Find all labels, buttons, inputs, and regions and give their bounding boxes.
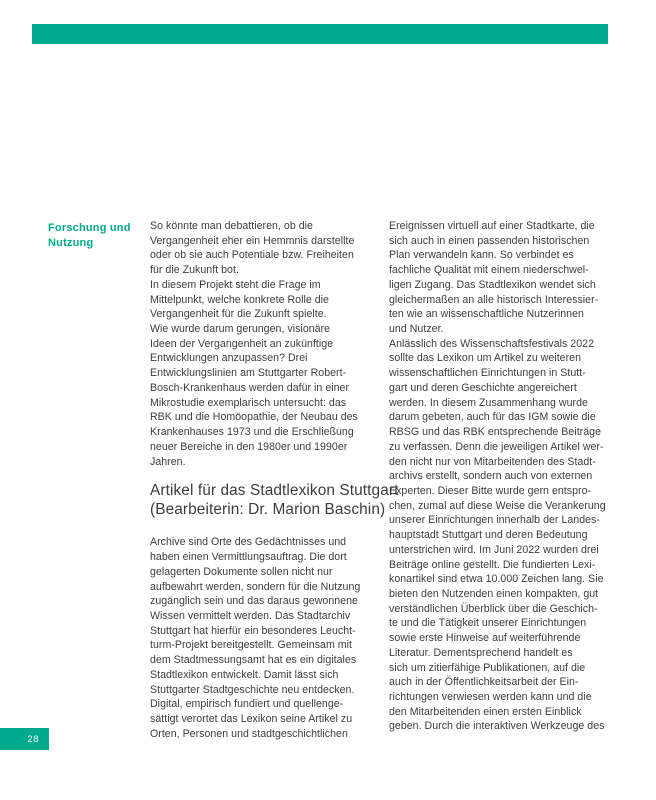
page-number: 28 [27,733,39,745]
text-line: oder ob sie auch Potentiale bzw. Freiheiten [150,249,354,262]
text-line: gelagerten Dokumente sollen nicht nur [150,565,333,578]
text-line: gleichermaßen an alle historisch Interessier- [389,293,599,306]
text-line: zu verfassen. Denn die jeweiligen Artikel wer- [389,440,604,453]
text-line: dem Stadtmessungsamt hat es ein digitales [150,654,357,667]
text-line: Jahren. [150,455,186,468]
text-line: Vergangenheit eher ein Hemmnis darstellte [150,234,355,247]
text-line: archivs erstellt, sondern auch von externen [389,470,593,483]
text-line: ten wie an wissenschaftliche Nutzerinnen [389,308,584,321]
text-line: Forschung und [48,222,131,234]
section-margin-label [48,221,131,251]
text-line: Mittelpunkt, welche konkrete Rolle die [150,293,329,306]
text-line: Mikrostudie exemplarisch untersucht: das [150,396,347,409]
text-line: sich auch in einen passenden historischen [389,234,590,247]
text-line: RBK und die Homöopathie, der Neubau des [150,411,358,424]
text-line: Stuttgarter Stadtgeschichte neu entdecken. [150,683,355,696]
text-line: Artikel für das Stadtlexikon Stuttgart [150,482,399,500]
text-line: wissenschaftlichen Einrichtungen in Stutt- [389,367,586,380]
text-line: für die Zukunft bot. [150,264,239,277]
text-line: Anlässlich des Wissenschaftsfestivals 2022 [389,337,594,350]
text-line: zugänglich sein und das daraus gewonnene [150,595,358,608]
paragraph-project-debate [150,219,368,469]
text-line: ligen Zugang. Das Stadtlexikon wendet sich [389,278,596,291]
text-line: geben. Durch die interaktiven Werkzeuge des [389,720,605,733]
text-line: sowie erste Hinweise auf weiterführende [389,632,581,645]
text-line: darum gebeten, auch für das IGM sowie die [389,411,596,424]
text-line: Krankenhauses 1973 und die Erschließung [150,426,354,439]
text-line: Orten, Personen und stadtgeschichtlichen [150,727,348,740]
text-line: Archive sind Orte des Gedächtnisses und [150,536,347,549]
text-line: Plan verwandeln kann. So verbindet es [389,249,574,262]
text-line: unterstrichen wird. Im Juni 2022 wurden drei [389,543,599,556]
text-line: So könnte man debattieren, ob die [150,220,313,232]
text-line: te und die Tätigkeit unserer Einrichtungen [389,617,587,630]
text-line: Literatur. Dementsprechend handelt es [389,646,573,659]
text-line: bieten den Nutzenden einen kompakten, gut [389,587,599,600]
text-line: richtungen verwiesen werden kann und die [389,691,592,703]
text-column-left [150,219,399,741]
text-line: Entwicklungslinien am Stuttgarter Robert- [150,367,347,380]
text-line: haben einen Vermittlungsauftrag. Die dort [150,551,347,564]
text-line: hauptstadt Stuttgart und deren Bedeutung [389,529,588,542]
text-line: turm-Projekt bereitgestellt. Gemeinsam mit [150,639,353,652]
text-line: Beiträge online gestellt. Die fundierten Lexi- [389,558,596,571]
text-line: Ideen der Vergangenheit an zukünftige [150,337,334,350]
section-heading-stadtlexikon [150,482,399,519]
text-line: Stadtlexikon entwickelt. Damit lässt sich [150,668,339,681]
text-column-right [389,219,615,734]
text-line: chen, zumal auf diese Weise die Verankerung [389,499,606,512]
text-line: und Nutzer. [389,323,444,336]
text-line: Wissen vermittelt werden. Das Stadtarchiv [150,610,351,622]
text-line: sich um zitierfähige Publikationen, auf die [389,661,586,674]
text-line: Experten. Dieser Bitte wurde gern entspro- [389,484,592,497]
text-line: konartikel sind etwa 10.000 Zeichen lang. Sie [389,573,604,586]
top-green-bar [32,24,608,44]
text-line: Ereignissen virtuell auf einer Stadtkarte, die [389,220,595,232]
text-line: auch in der Öffentlichkeitsarbeit der Ein- [389,676,579,689]
paragraph-stadtlexikon-continued [389,219,615,734]
text-line: sollte das Lexikon um Artikel zu weiteren [389,352,582,365]
text-line: (Bearbeiterin: Dr. Marion Baschin) [150,500,386,518]
text-line: Entwicklungen anzupassen? Drei [150,352,308,365]
text-line: fachliche Qualität mit einem niederschwel- [389,264,589,277]
text-line: verständlichen Überblick über die Geschich- [389,602,598,615]
text-line: den Mitarbeitenden einen ersten Einblick [389,705,582,718]
text-line: gart und deren Geschichte angereichert [389,381,577,394]
text-line: Bosch-Krankenhaus werden dafür in einer [150,381,350,394]
text-line: RBSG und das RBK entsprechende Beiträge [389,426,601,439]
text-line: Stuttgart hat hierfür ein besonderes Leucht- [150,624,356,637]
text-line: Wie wurde darum gerungen, visionäre [150,323,331,336]
page-number-badge [0,728,49,750]
text-line: unserer Einrichtungen innerhalb der Landes- [389,514,600,527]
text-line: Digital, empirisch fundiert und quellenge- [150,698,344,711]
text-line: den nicht nur von Mitarbeitenden des Stadt- [389,455,596,468]
text-line: werden. In diesem Zusammenhang wurde [389,396,588,409]
text-line: In diesem Projekt steht die Frage im [150,278,321,291]
text-line: Vergangenheit für die Zukunft spielte. [150,308,327,321]
paragraph-archive [150,535,368,741]
text-line: neuer Bereiche in den 1980er und 1990er [150,440,348,453]
text-line: Nutzung [48,237,94,249]
text-line: aufbewahrt werden, sondern für die Nutzung [150,580,361,593]
text-line: sättigt verortet das Lexikon seine Artikel zu [150,713,353,726]
